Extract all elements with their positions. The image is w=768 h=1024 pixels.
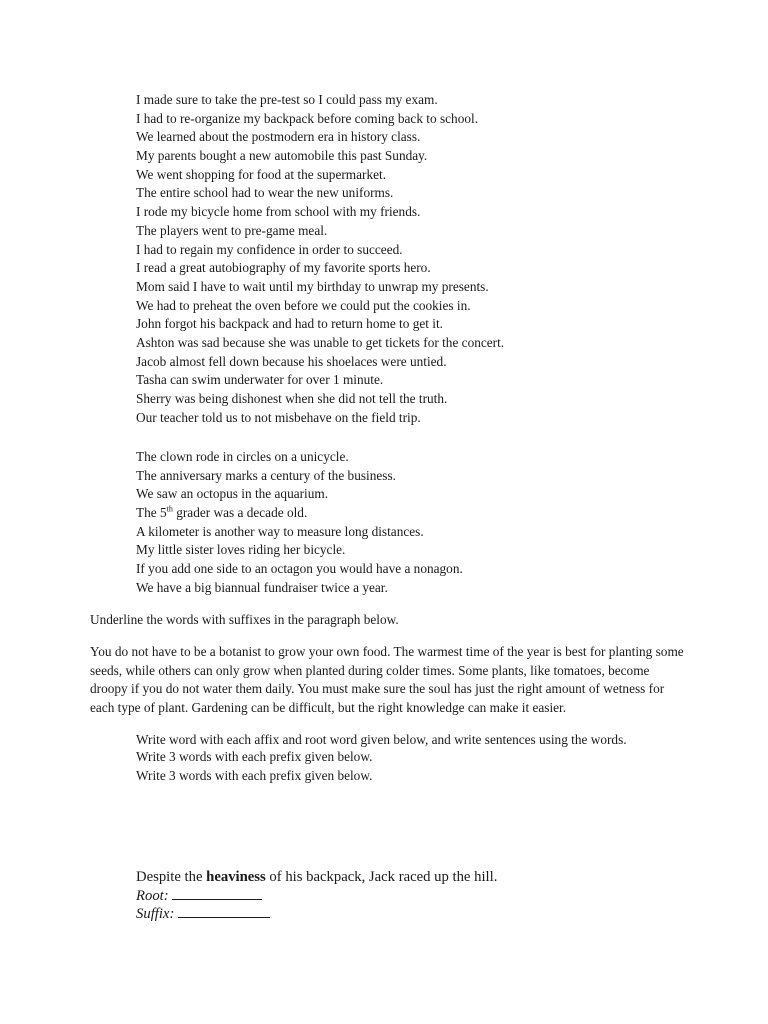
list-item-text: We went shopping for food at the supermarket. [136,166,387,182]
root-label: Root: [136,888,173,904]
list-item-text: We had to preheat the oven before we could put the cookies in. [136,297,471,313]
question-bold-word: heaviness [206,869,266,885]
list-item-text: I rode my bicycle home from school with my friends. [136,204,421,220]
list-item-text: I had to re-organize my backpack before coming back to school. [136,110,479,126]
list-item-text: We saw an octopus in the aquarium. [136,486,329,502]
list-item-text: Our teacher told us to not misbehave on the field trip. [136,409,421,425]
list-item-text: John forgot his backpack and had to return home to get it. [136,316,443,332]
list-item-text: The anniversary marks a century of the business. [136,467,396,483]
list-item-text: I had to regain my confidence in order to succeed. [136,241,403,257]
list-item-text: Sherry was being dishonest when she did not tell the truth. [136,391,448,406]
list-item-text: Tasha can swim underwater for over 1 minute. [136,372,384,388]
list-item-text: I read a great autobiography of my favorite sports hero. [136,260,431,276]
root-line [136,886,262,905]
list-item-text-before: The 5 [136,505,167,521]
list-item-text: My parents bought a new automobile this past Sunday. [136,148,428,164]
question-text-before: Despite the [136,869,207,885]
list-item-text [136,504,307,523]
list-item-text: Write 3 words with each prefix given below. [136,749,373,764]
root-answer-blank[interactable] [172,886,262,900]
list-item-text: Mom said I have to wait until my birthday to unwrap my presents. [136,278,489,294]
list-item-text: The clown rode in circles on a unicycle. [136,449,349,464]
question-sentence [136,868,497,886]
suffix-line [136,904,270,923]
suffix-answer-blank[interactable] [178,904,270,918]
list-item-text: My little sister loves riding her bicycle. [136,542,346,558]
list-item-text: If you add one side to an octagon you would have a nonagon. [136,561,463,577]
list-item-text: A kilometer is another way to measure long distances. [136,523,424,539]
list-item-text: I made sure to take the pre-test so I could pass my exam. [136,92,438,107]
suffix-instruction: Underline the words with suffixes in the paragraph below. [90,612,399,627]
suffix-paragraph: You do not have to be a botanist to grow your own food. The warmest time of the year is best for planting some seeds, while others can only grow when planted during colder times. Some plants, like tomatoes, become droopy if you do not water them daily. You must make sure the soul has just the right amount of wetness for each type of plant. Gardening can be difficult, but the right knowledge can make it easier. [90,644,684,716]
affix-instruction: Write word with each affix and root word given below, and write sentences using the words. [136,732,627,747]
list-item-text: The entire school had to wear the new uniforms. [136,185,394,201]
list-item-text: Ashton was sad because she was unable to get tickets for the concert. [136,334,505,350]
ordinal-superscript: th [166,504,173,514]
list-item-text: We have a big biannual fundraiser twice a year. [136,579,388,595]
suffix-label: Suffix: [136,906,179,922]
list-item-text: We learned about the postmodern era in history class. [136,129,421,145]
list-item-text-after: grader was a decade old. [172,505,308,521]
list-item-text: Write 3 words with each prefix given below. [136,767,373,783]
list-item-text: The players went to pre-game meal. [136,222,328,238]
list-item-text: Jacob almost fell down because his shoelaces were untied. [136,353,447,369]
question-text-after: of his backpack, Jack raced up the hill. [265,869,498,885]
